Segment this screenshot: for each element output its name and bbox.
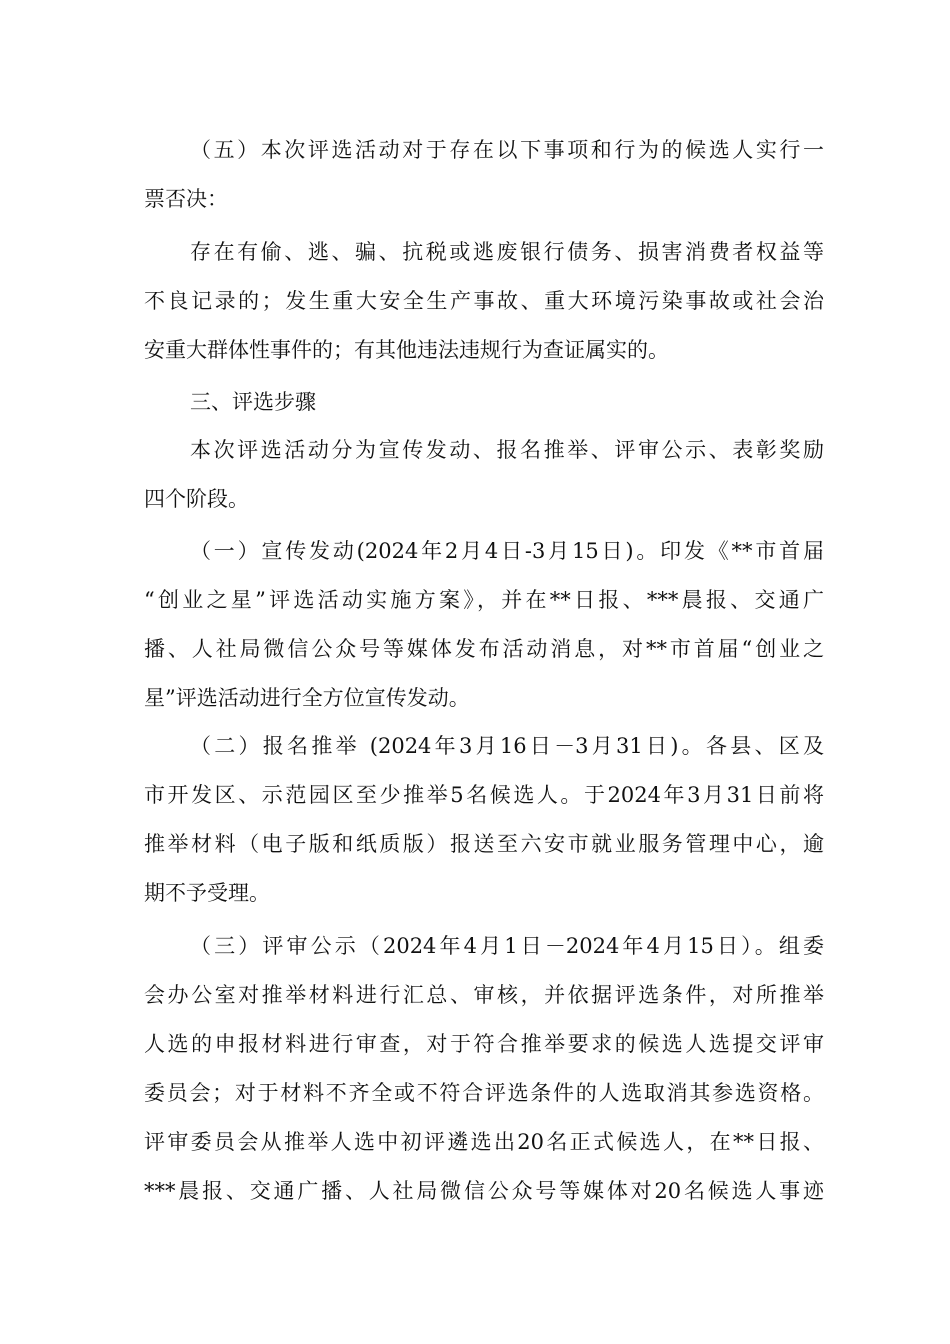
text-line: ***晨报、交通广播、人社局微信公众号等媒体对20名候选人事迹 bbox=[144, 1179, 824, 1203]
paragraph-stages bbox=[144, 426, 824, 524]
text-line: “创业之星”评选活动实施方案》，并在**日报、***晨报、交通广 bbox=[144, 588, 824, 612]
text-line: 推举材料（电子版和纸质版）报送至六安市就业服务管理中心，逾 bbox=[144, 832, 824, 856]
text-line: 播、人社局微信公众号等媒体发布活动消息，对**市首届“创业之 bbox=[144, 637, 824, 661]
paragraph-publicity bbox=[144, 527, 824, 723]
text-line: 委员会；对于材料不齐全或不符合评选条件的人选取消其参选资格。 bbox=[144, 1081, 824, 1105]
text-line: 星”评选活动进行全方位宣传发动。 bbox=[144, 686, 470, 710]
text-line: 人选的申报材料进行审查，对于符合推举要求的候选人选提交评审 bbox=[144, 1032, 824, 1056]
text-line: 会办公室对推举材料进行汇总、审核，并依据评选条件，对所推举 bbox=[144, 983, 824, 1007]
paragraph-nomination bbox=[144, 722, 824, 918]
text-line: 安重大群体性事件的；有其他违法违规行为查证属实的。 bbox=[144, 338, 669, 362]
text-line: 评审委员会从推举人选中初评遴选出20名正式候选人，在**日报、 bbox=[144, 1130, 824, 1154]
text-line: 不良记录的；发生重大安全生产事故、重大环境污染事故或社会治 bbox=[144, 289, 824, 313]
text-line: （三）评审公示（2024年4月1日－2024年4月15日）。组委 bbox=[190, 934, 824, 958]
text-line: 本次评选活动分为宣传发动、报名推举、评审公示、表彰奖励 bbox=[190, 438, 824, 462]
text-line: 市开发区、示范园区至少推举5名候选人。于2024年3月31日前将 bbox=[144, 783, 824, 807]
text-line: （一）宣传发动(2024年2月4日-3月15日)。印发《**市首届 bbox=[190, 539, 824, 563]
text-line: 存在有偷、逃、骗、抗税或逃废银行债务、损害消费者权益等 bbox=[190, 240, 824, 264]
paragraph-veto bbox=[144, 126, 824, 224]
paragraph-veto-items bbox=[144, 228, 824, 375]
text-line: 期不予受理。 bbox=[144, 881, 270, 905]
section-title: 三、评选步骤 bbox=[190, 390, 316, 414]
text-line: 四个阶段。 bbox=[144, 487, 249, 511]
text-line: （二）报名推举 (2024年3月16日－3月31日)。各县、区及 bbox=[190, 734, 824, 758]
paragraph-review bbox=[144, 922, 824, 1216]
text-line: 票否决： bbox=[144, 187, 228, 211]
text-line: （五）本次评选活动对于存在以下事项和行为的候选人实行一 bbox=[190, 138, 824, 162]
section-heading bbox=[144, 378, 824, 427]
